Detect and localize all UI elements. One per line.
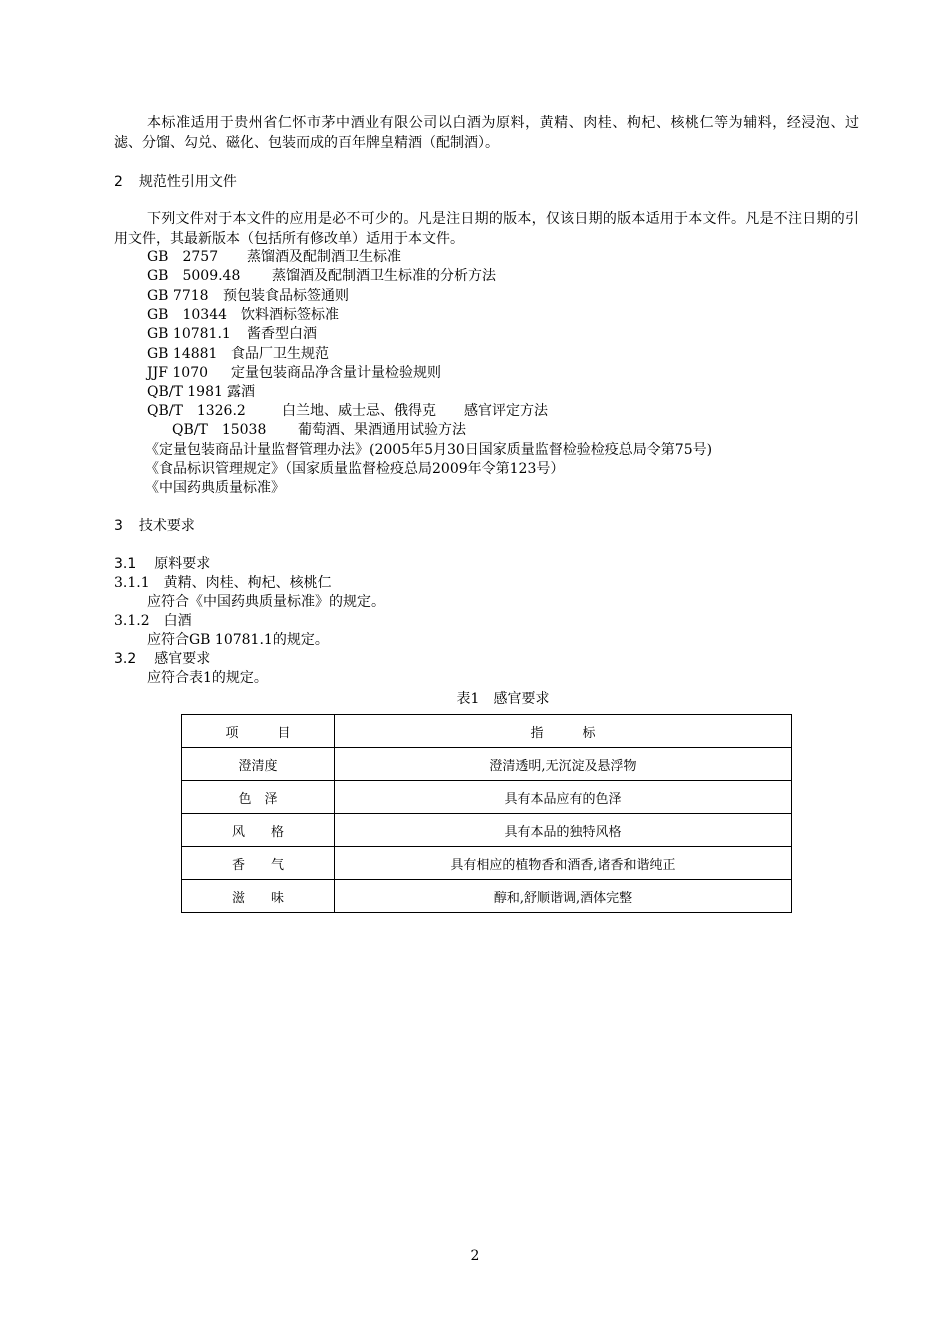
doc-item: 《中国药典质量标准》 xyxy=(145,480,285,496)
table-header-row xyxy=(182,715,792,748)
ref-item: GB 10781.1 酱香型白酒 xyxy=(147,326,317,342)
header-item: 项 目 xyxy=(182,715,335,748)
section-2-heading xyxy=(114,173,237,192)
table-caption: 表1 感官要求 xyxy=(456,691,550,707)
ref-item: JJF 1070 定量包装商品净含量计量检验规则 xyxy=(147,365,441,381)
ref-item: GB 2757 蒸馏酒及配制酒卫生标准 xyxy=(147,249,401,265)
section-3-2-heading: 3.2 感官要求 xyxy=(114,651,211,667)
sensory-table xyxy=(181,714,792,913)
ref-item: GB 10344 饮料酒标签标准 xyxy=(147,307,339,323)
row-item: 风 格 xyxy=(182,814,335,847)
section-3-number: 3 xyxy=(114,518,123,534)
section-3-1-1-heading: 3.1.1 黄精、肉桂、枸杞、核桃仁 xyxy=(114,575,332,591)
table-row xyxy=(182,847,792,880)
doc-item: 《定量包装商品计量监督管理办法》(2005年5月30日国家质量监督检验检疫总局令第75号) xyxy=(145,442,713,458)
scope-paragraph: 本标准适用于贵州省仁怀市茅中酒业有限公司以白酒为原料，黄精、肉桂、枸杞、核桃仁等为辅料，经浸泡、过滤、分馏、勾兑、磁化、包装而成的百年牌皇精酒（配制酒）。 xyxy=(114,115,859,151)
row-item: 色 泽 xyxy=(182,781,335,814)
table-row xyxy=(182,814,792,847)
section-3-1-2-text: 应符合GB 10781.1的规定。 xyxy=(147,632,329,648)
row-indicator: 具有本品应有的色泽 xyxy=(335,781,792,814)
ref-item: QB/T 1981 露酒 xyxy=(147,384,255,400)
section-3-1-2-heading: 3.1.2 白酒 xyxy=(114,613,192,629)
ref-item: GB 7718 预包装食品标签通则 xyxy=(147,288,349,304)
row-indicator: 澄清透明,无沉淀及悬浮物 xyxy=(335,748,792,781)
header-indicator: 指 标 xyxy=(335,715,792,748)
ref-item: GB 14881 食品厂卫生规范 xyxy=(147,346,329,362)
page-number: 2 xyxy=(470,1248,480,1264)
section-2-intro: 下列文件对于本文件的应用是必不可少的。凡是注日期的版本，仅该日期的版本适用于本文件。凡是不注日期的引用文件，其最新版本（包括所有修改单）适用于本文件。 xyxy=(114,211,859,247)
section-3-title: 技术要求 xyxy=(138,518,195,534)
ref-item: GB 5009.48 蒸馏酒及配制酒卫生标准的分析方法 xyxy=(147,268,496,284)
row-indicator: 醇和,舒顺谐调,酒体完整 xyxy=(335,880,792,913)
row-item: 澄清度 xyxy=(182,748,335,781)
row-indicator: 具有相应的植物香和酒香,诸香和谐纯正 xyxy=(335,847,792,880)
section-3-1-1-text: 应符合《中国药典质量标准》的规定。 xyxy=(147,594,385,610)
table-row xyxy=(182,748,792,781)
section-2-title: 规范性引用文件 xyxy=(138,174,237,190)
section-3-1-heading: 3.1 原料要求 xyxy=(114,556,211,572)
ref-item: QB/T 15038 葡萄酒、果酒通用试验方法 xyxy=(172,422,466,438)
section-2-number: 2 xyxy=(114,174,123,190)
row-indicator: 具有本品的独特风格 xyxy=(335,814,792,847)
row-item: 香 气 xyxy=(182,847,335,880)
doc-item: 《食品标识管理规定》（国家质量监督检疫总局2009年令第123号） xyxy=(145,461,565,477)
table-row xyxy=(182,781,792,814)
section-3-2-text: 应符合表1的规定。 xyxy=(147,670,268,686)
ref-item: QB/T 1326.2 白兰地、威士忌、俄得克 感官评定方法 xyxy=(147,403,548,419)
row-item: 滋 味 xyxy=(182,880,335,913)
section-3-heading xyxy=(114,517,195,536)
table-row xyxy=(182,880,792,913)
